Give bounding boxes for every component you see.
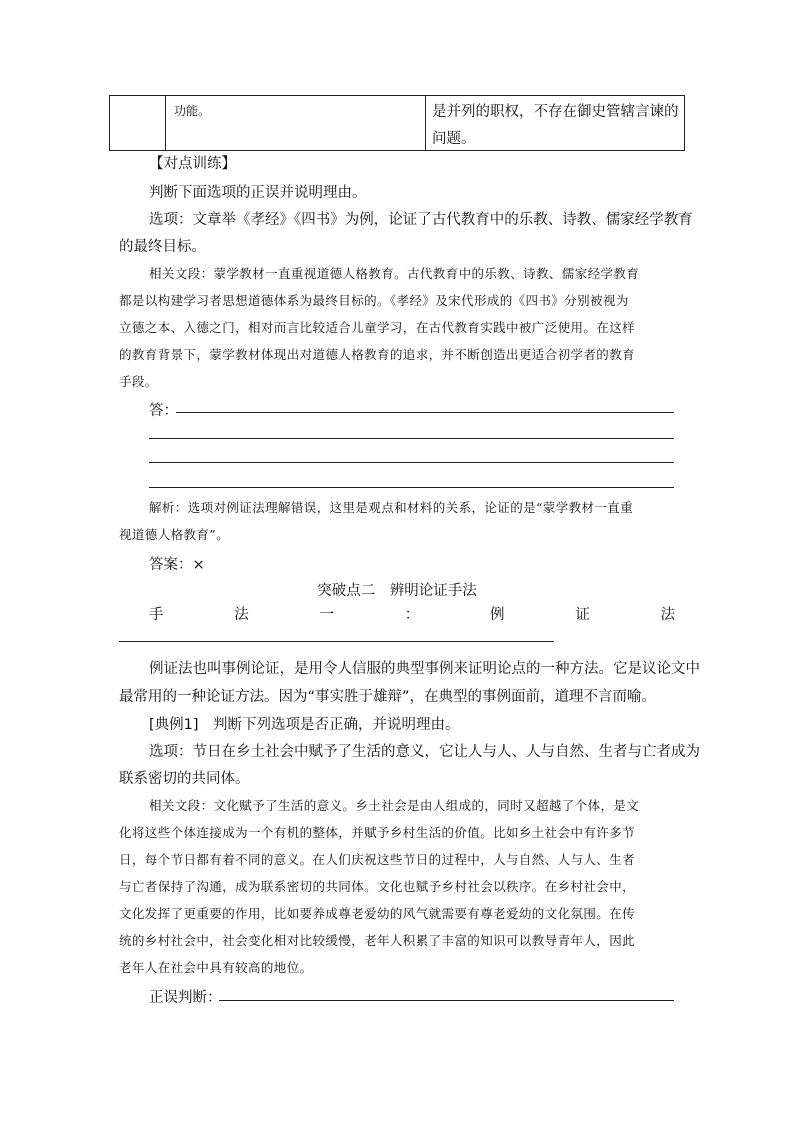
table-column-divider bbox=[425, 96, 426, 150]
method-heading-char: 法 bbox=[234, 607, 249, 623]
method-heading-char: 手 bbox=[149, 607, 164, 623]
method-heading-char: 例 bbox=[490, 607, 505, 623]
intro-text: 例证法也叫事例论证，是用令人信服的典型事例来证明论点的一种方法。它是议论文中 bbox=[149, 661, 700, 677]
related-passage-line: 相关文段：文化赋予了生活的意义。乡土社会是由人组成的，同时又超越了个体，是文 bbox=[149, 798, 640, 813]
related-passage-line: 都是以构建学习者思想道德体系为最终目标的。《孝经》及宋代形成的《四书》分别被视为 bbox=[119, 293, 629, 308]
example-label: [典例1] 判断下列选项是否正确，并说明理由。 bbox=[149, 717, 460, 733]
answer-label: 答： bbox=[149, 403, 178, 419]
answer-blank-line[interactable] bbox=[176, 412, 674, 413]
related-passage-line: 与亡者保持了沟通，成为联系密切的共同体。文化也赋予乡村社会以秩序。在乡村社会中， bbox=[119, 879, 636, 894]
method-heading-char: 一 bbox=[319, 607, 334, 623]
judgment-blank-line[interactable] bbox=[219, 1000, 674, 1001]
intro-text: 最常用的一种论证方法。因为“事实胜于雄辩”，在典型的事例面前，道理不言而喻。 bbox=[119, 689, 657, 705]
related-passage-line: 化将这些个体连接成为一个有机的整体，并赋予乡村生活的价值。比如乡土社会中有许多节 bbox=[119, 825, 636, 840]
answer-key: 答案：× bbox=[149, 557, 205, 573]
option-text: 联系密切的共同体。 bbox=[119, 771, 250, 787]
related-passage-line: 老年人在社会中具有较高的地位。 bbox=[119, 960, 313, 975]
table-cell-left: 功能。 bbox=[174, 104, 211, 118]
table-cell-right: 是并列的职权，不存在御史管辖言谏的问题。 bbox=[432, 104, 679, 147]
related-passage-line: 立德之本、入德之门，相对而言比较适合儿童学习，在古代教育实践中被广泛使用。在这样 bbox=[119, 320, 636, 335]
method-heading-char: 法 bbox=[660, 607, 675, 623]
comparison-table-fragment bbox=[109, 95, 685, 151]
related-passage-line: 日，每个节日都有着不同的意义。在人们庆祝这些节日的过程中，人与自然、人与人、生者 bbox=[119, 852, 636, 867]
related-passage-line: 的教育背景下，蒙学教材体现出对道德人格教育的追求，并不断创造出更适合初学者的教育 bbox=[119, 347, 636, 362]
section-heading: 【对点训练】 bbox=[149, 156, 236, 172]
judgment-label: 正误判断： bbox=[149, 990, 222, 1006]
related-passage-line: 相关文段：蒙学教材一直重视道德人格教育。古代教育中的乐教、诗教、儒家经学教育 bbox=[149, 266, 640, 281]
answer-blank-line[interactable] bbox=[149, 438, 674, 439]
option-text: 选项：文章举《孝经》《四书》为例，论证了古代教育中的乐教、诗教、儒家经学教育 bbox=[149, 212, 693, 228]
related-passage-line: 手段。 bbox=[119, 374, 158, 389]
method-heading-char: 证 bbox=[575, 607, 590, 623]
heading-underline bbox=[119, 641, 554, 642]
answer-blank-line[interactable] bbox=[149, 487, 674, 488]
section-title: 突破点二 辨明论证手法 bbox=[317, 583, 477, 599]
analysis-text: 视道德人格教育”。 bbox=[119, 527, 229, 542]
related-passage-line: 统的乡村社会中，社会变化相对比较缓慢，老年人积累了丰富的知识可以教导青年人，因此 bbox=[119, 933, 636, 948]
answer-blank-line[interactable] bbox=[149, 462, 674, 463]
analysis-text: 解析：选项对例证法理解错误，这里是观点和材料的关系，论证的是“蒙学教材一直重 bbox=[149, 500, 634, 515]
option-text: 的最终目标。 bbox=[119, 239, 206, 255]
method-heading-char: ： bbox=[404, 607, 420, 623]
related-passage-line: 文化发挥了更重要的作用，比如要养成尊老爱幼的风气就需要有尊老爱幼的文化氛围。在传 bbox=[119, 906, 636, 921]
method-heading bbox=[149, 603, 675, 624]
table-column-divider bbox=[165, 96, 166, 150]
instruction-text: 判断下面选项的正误并说明理由。 bbox=[149, 185, 367, 201]
option-text: 选项：节日在乡土社会中赋予了生活的意义，它让人与人、人与自然、生者与亡者成为 bbox=[149, 744, 700, 760]
